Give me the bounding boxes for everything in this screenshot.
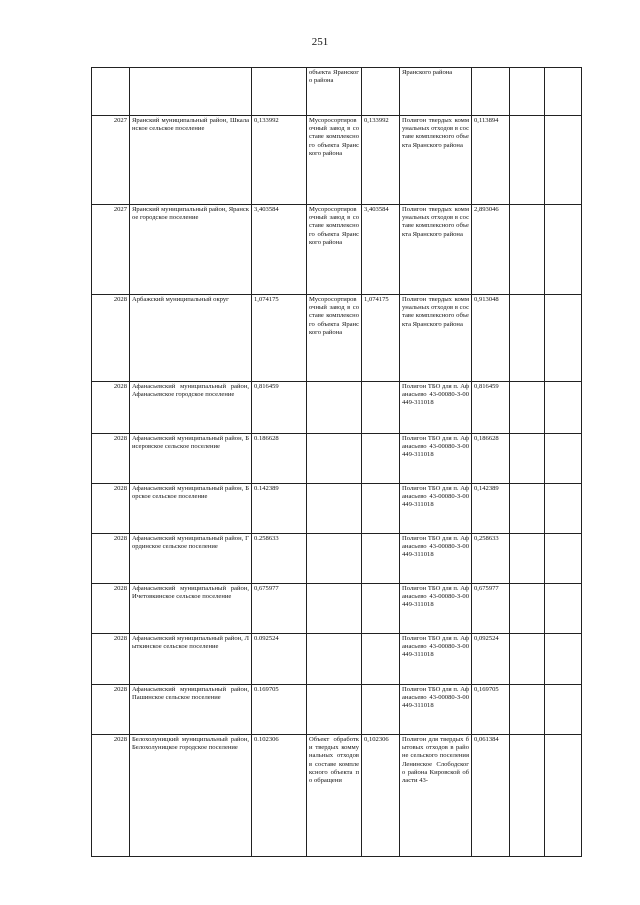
- empty-cell: [545, 205, 582, 295]
- mass-cell: 0,675977: [252, 584, 307, 634]
- disposed-mass-cell: 0,675977: [472, 584, 510, 634]
- municipality-cell: Афанасьевский муниципальный район, Лыткинское сельское поселение: [130, 634, 252, 685]
- processing-facility-cell: [307, 685, 362, 735]
- municipality-cell: [130, 68, 252, 116]
- empty-cell: [510, 634, 545, 685]
- disposed-mass-cell: 0,186628: [472, 434, 510, 484]
- disposed-mass-cell: 0,092524: [472, 634, 510, 685]
- processed-mass-cell: [362, 68, 400, 116]
- year-cell: 2028: [92, 685, 130, 735]
- processing-facility-cell: [307, 584, 362, 634]
- processing-facility-cell: Мусоросортировочный завод в составе комплексного объекта Яранского района: [307, 116, 362, 205]
- mass-cell: 1,074175: [252, 295, 307, 382]
- municipality-cell: Арбажский муниципальный округ: [130, 295, 252, 382]
- table-body: [92, 68, 582, 857]
- disposal-site-cell: Полигон ТБО для п. Афанасьево 43-00080-З-00449-311018: [400, 434, 472, 484]
- processed-mass-cell: [362, 584, 400, 634]
- disposal-site-cell: Полигон ТБО для п. Афанасьево 43-00080-З-00449-311018: [400, 685, 472, 735]
- empty-cell: [545, 68, 582, 116]
- table-row: [92, 116, 582, 205]
- municipality-cell: Афанасьевский муниципальный район, Бисеровское сельское поселение: [130, 434, 252, 484]
- empty-cell: [510, 685, 545, 735]
- processing-facility-cell: [307, 484, 362, 534]
- disposal-site-cell: Полигон для твердых бытовых отходов в районе сельского поселения Ленинское Слободского района Кировской области 43-: [400, 735, 472, 857]
- empty-cell: [545, 116, 582, 205]
- disposed-mass-cell: [472, 68, 510, 116]
- municipality-cell: Афанасьевский муниципальный район, Борское сельское поселение: [130, 484, 252, 534]
- mass-cell: 0,816459: [252, 382, 307, 434]
- disposal-site-cell: Полигон ТБО для п. Афанасьево 43-00080-З-00449-311018: [400, 584, 472, 634]
- processed-mass-cell: [362, 634, 400, 685]
- municipality-cell: Афанасьевский муниципальный район, Ичетовкинское сельское поселение: [130, 584, 252, 634]
- mass-cell: 0.258633: [252, 534, 307, 584]
- disposal-site-cell: Полигон твердых коммунальных отходов в составе комплексного объекта Яранского района: [400, 205, 472, 295]
- processing-facility-cell: Мусоросортировочный завод в составе комплексного объекта Яранского района: [307, 205, 362, 295]
- processing-facility-cell: [307, 434, 362, 484]
- table-row: [92, 382, 582, 434]
- table-row: [92, 205, 582, 295]
- table-row: [92, 584, 582, 634]
- processing-facility-cell: объекта Яранского района: [307, 68, 362, 116]
- disposal-site-cell: Полигон твердых коммунальных отходов в составе комплексного объекта Яранского района: [400, 116, 472, 205]
- empty-cell: [545, 735, 582, 857]
- municipality-cell: Белохолуницкий муниципальный район, Белохолуницкое городское поселение: [130, 735, 252, 857]
- empty-cell: [545, 382, 582, 434]
- disposal-site-cell: Яранского района: [400, 68, 472, 116]
- year-cell: 2028: [92, 634, 130, 685]
- disposal-site-cell: Полигон ТБО для п. Афанасьево 43-00080-З-00449-311018: [400, 382, 472, 434]
- municipality-cell: Афанасьевский муниципальный район, Гординское сельское поселение: [130, 534, 252, 584]
- processed-mass-cell: 0,102306: [362, 735, 400, 857]
- mass-cell: 0.102306: [252, 735, 307, 857]
- disposal-site-cell: Полигон ТБО для п. Афанасьево 43-00080-З-00449-311018: [400, 634, 472, 685]
- year-cell: [92, 68, 130, 116]
- empty-cell: [545, 534, 582, 584]
- processed-mass-cell: [362, 534, 400, 584]
- empty-cell: [510, 116, 545, 205]
- mass-cell: [252, 68, 307, 116]
- processed-mass-cell: 0,133992: [362, 116, 400, 205]
- empty-cell: [510, 382, 545, 434]
- disposal-site-cell: Полигон ТБО для п. Афанасьево 43-00080-З-00449-311018: [400, 484, 472, 534]
- table-row: [92, 685, 582, 735]
- year-cell: 2028: [92, 434, 130, 484]
- empty-cell: [510, 534, 545, 584]
- disposal-site-cell: Полигон твердых коммунальных отходов в составе комплексного объекта Яранского района: [400, 295, 472, 382]
- page-number: 251: [311, 36, 329, 48]
- empty-cell: [510, 434, 545, 484]
- empty-cell: [510, 484, 545, 534]
- empty-cell: [545, 295, 582, 382]
- mass-cell: 0.169705: [252, 685, 307, 735]
- processing-facility-cell: [307, 534, 362, 584]
- processing-facility-cell: Мусоросортировочный завод в составе комплексного объекта Яранского района: [307, 295, 362, 382]
- processed-mass-cell: 3,403584: [362, 205, 400, 295]
- table-row: [92, 634, 582, 685]
- disposed-mass-cell: 0,061384: [472, 735, 510, 857]
- empty-cell: [510, 735, 545, 857]
- disposed-mass-cell: 0,913048: [472, 295, 510, 382]
- processed-mass-cell: 1,074175: [362, 295, 400, 382]
- disposed-mass-cell: 2,893046: [472, 205, 510, 295]
- year-cell: 2028: [92, 534, 130, 584]
- waste-flow-table: [91, 67, 582, 857]
- year-cell: 2028: [92, 735, 130, 857]
- empty-cell: [510, 584, 545, 634]
- disposed-mass-cell: 0,169705: [472, 685, 510, 735]
- mass-cell: 3,403584: [252, 205, 307, 295]
- processed-mass-cell: [362, 434, 400, 484]
- disposed-mass-cell: 0,113894: [472, 116, 510, 205]
- processing-facility-cell: Объект обработки твердых коммунальных отходов в составе комплексного объекта по обращени: [307, 735, 362, 857]
- municipality-cell: Афанасьевский муниципальный район, Пашинское сельское поселение: [130, 685, 252, 735]
- empty-cell: [510, 68, 545, 116]
- municipality-cell: Яранский муниципальный район, Яранское городское поселение: [130, 205, 252, 295]
- mass-cell: 0.142389: [252, 484, 307, 534]
- municipality-cell: Афанасьевский муниципальный район, Афанасьевское городское поселение: [130, 382, 252, 434]
- year-cell: 2028: [92, 295, 130, 382]
- disposed-mass-cell: 0,816459: [472, 382, 510, 434]
- table-row: [92, 735, 582, 857]
- year-cell: 2027: [92, 116, 130, 205]
- empty-cell: [545, 584, 582, 634]
- table-row: [92, 484, 582, 534]
- table-row: [92, 534, 582, 584]
- year-cell: 2028: [92, 484, 130, 534]
- processed-mass-cell: [362, 685, 400, 735]
- table-row: [92, 434, 582, 484]
- processed-mass-cell: [362, 484, 400, 534]
- empty-cell: [545, 484, 582, 534]
- empty-cell: [545, 685, 582, 735]
- year-cell: 2028: [92, 382, 130, 434]
- processing-facility-cell: [307, 382, 362, 434]
- table-row: [92, 68, 582, 116]
- processed-mass-cell: [362, 382, 400, 434]
- disposed-mass-cell: 0,258633: [472, 534, 510, 584]
- empty-cell: [510, 205, 545, 295]
- year-cell: 2027: [92, 205, 130, 295]
- mass-cell: 0.092524: [252, 634, 307, 685]
- disposal-site-cell: Полигон ТБО для п. Афанасьево 43-00080-З-00449-311018: [400, 534, 472, 584]
- mass-cell: 0,133992: [252, 116, 307, 205]
- mass-cell: 0.186628: [252, 434, 307, 484]
- empty-cell: [545, 434, 582, 484]
- empty-cell: [545, 634, 582, 685]
- processing-facility-cell: [307, 634, 362, 685]
- year-cell: 2028: [92, 584, 130, 634]
- table-row: [92, 295, 582, 382]
- municipality-cell: Яранский муниципальный район, Шкаланское сельское поселение: [130, 116, 252, 205]
- empty-cell: [510, 295, 545, 382]
- disposed-mass-cell: 0,142389: [472, 484, 510, 534]
